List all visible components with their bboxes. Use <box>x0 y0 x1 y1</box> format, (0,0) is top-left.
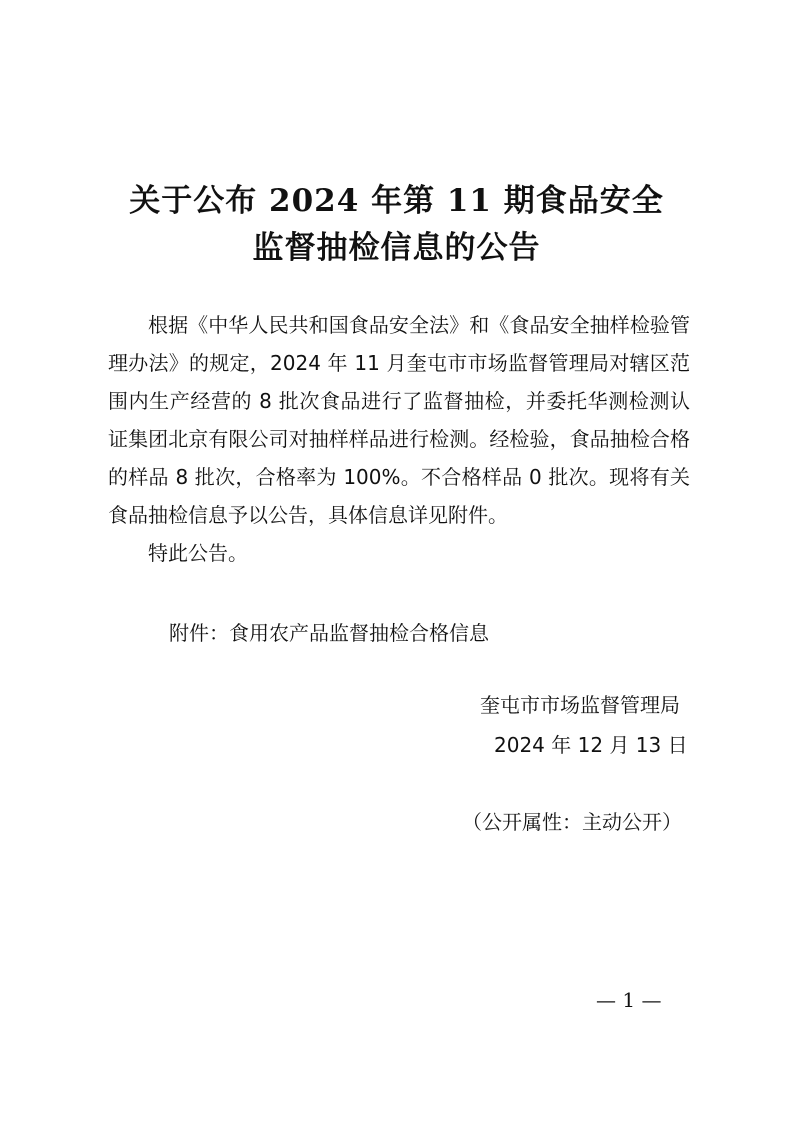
document-title-line-2: 监督抽检信息的公告 <box>252 230 541 266</box>
document-title-line-1: 关于公布 2024 年第 11 期食品安全 <box>129 183 664 219</box>
disclosure-attribute: （公开属性：主动公开） <box>462 810 682 834</box>
document-body <box>108 306 690 572</box>
issuing-organization: 奎屯市市场监督管理局 <box>480 693 680 717</box>
attachment-note: 附件：食用农产品监督抽检合格信息 <box>169 621 489 645</box>
page-number: — 1 — <box>596 988 662 1012</box>
body-paragraph-main: 根据《中华人民共和国食品安全法》和《食品安全抽样检验管理办法》的规定，2024 年 11 月奎屯市市场监督管理局对辖区范围内生产经营的 8 批次食品进行了监督抽检，并委托华测检测认证集团北京有限公司对抽样样品进行检测。经检验，食品抽检合格的样品 8 批次，合格率为 100%。不合格样品 0 批次。现将有关食品抽检信息予以公告，具体信息详见附件。 <box>108 313 690 527</box>
body-paragraph-closing: 特此公告。 <box>148 541 248 565</box>
issue-date: 2024 年 12 月 13 日 <box>494 733 688 757</box>
